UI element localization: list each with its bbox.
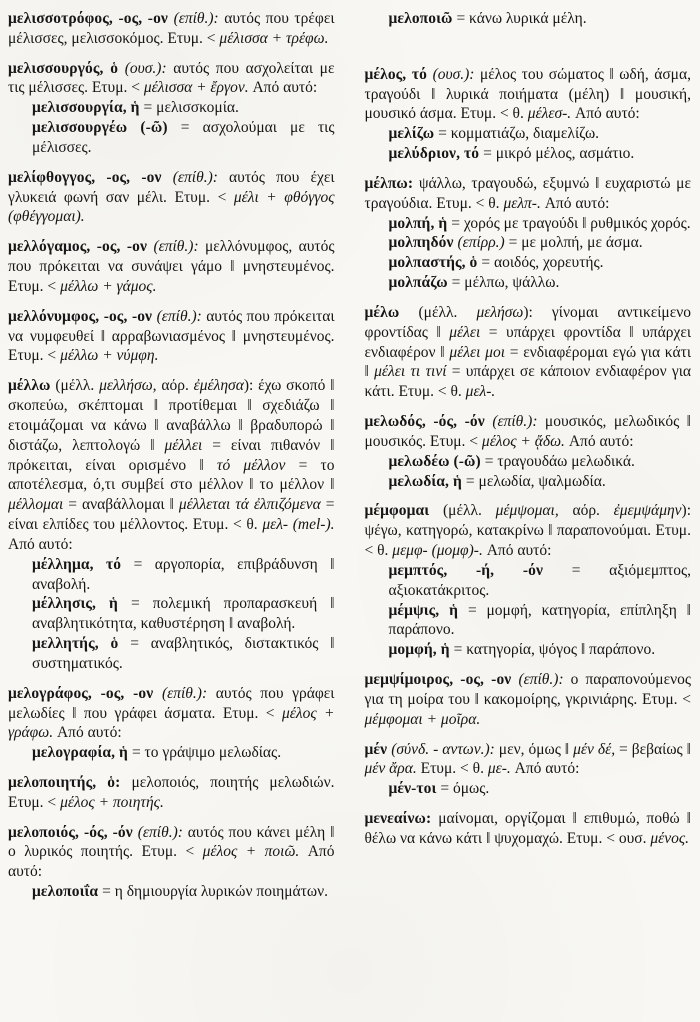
text-run: Από αυτό: <box>8 843 335 881</box>
entry-text <box>365 65 692 124</box>
italic-text-run: μέμφομαι + μοῖρα. <box>364 710 481 728</box>
italic-text-run: (επίθ.): <box>173 10 225 27</box>
text-run: = η δημιουργία λυρικών ποιημάτων. <box>102 883 328 901</box>
headword: μελίφθογγος, -ος, -ον <box>8 168 173 186</box>
derivative-line <box>389 253 692 273</box>
italic-text-run: μέλλομαι <box>8 496 69 514</box>
headword: μέλλω <box>8 377 56 395</box>
derivative-headword: μελισσουργία, ἡ <box>32 99 144 117</box>
derivative-line <box>389 214 692 234</box>
text-run: (μέλλ. <box>55 377 100 395</box>
dictionary-entry <box>8 823 335 902</box>
text-run: = κάνω λυρικά μέλη. <box>456 10 587 27</box>
text-run: ): έχω σκοπό ‖ σκοπεύω, σκέπτομαι ‖ προτίθεμαι ‖ σχεδιάζω ‖ ετοιμάζομαι να κάνω ‖ αναβάλλω ‖ βραδυπορώ ‖ διστάζω, λεπτολογώ ‖ <box>8 377 335 454</box>
text-run: Από αυτό: <box>252 79 318 97</box>
italic-text-run: μέλος + ποιητής. <box>60 793 164 811</box>
derivative-headword: μελύδριον, τό <box>388 145 484 163</box>
headword: μέν <box>364 740 392 758</box>
derivative-headword: μελισσουργέω (-ῶ) <box>32 119 181 137</box>
text-run: = είναι πιθανόν ‖ πρόκειται, είναι ορισμένο ‖ <box>8 436 335 474</box>
entry-text <box>8 773 335 813</box>
headword: μελλόνυμφος, -ος, -ον <box>8 307 157 325</box>
text-run: Από αυτό: <box>514 760 580 778</box>
headword: μελισσουργός, ὁ <box>8 59 125 77</box>
italic-text-run: ἐμεμψάμην <box>613 502 682 520</box>
text-run: αυτός που γράφει μελωδίες ‖ που γράφει άσματα. Ετυμ. < <box>8 684 335 722</box>
italic-text-run: μέλλεται τά ἐλπιζόμενα <box>178 496 326 514</box>
italic-text-run: (επίρρ.) <box>457 234 509 252</box>
text-run: αυτός που τρέφει μέλισσες, μελισσοκόμος. Ετυμ. < <box>8 10 335 47</box>
text-run: = κομματιάζω, διαμελίζω. <box>438 125 600 143</box>
text-run: = μομφή, κατηγορία, επίπληξη ‖ παράπονο. <box>388 601 691 639</box>
text-run: = ενδιαφέρομαι εγώ για κάτι ‖ <box>364 343 691 381</box>
italic-text-run: (επίθ.): <box>153 238 205 256</box>
dictionary-entry <box>365 809 692 849</box>
headword: μελισσοτρόφος, -ος, -ον <box>8 10 174 27</box>
italic-text-run: μέλεσ-. <box>527 105 575 123</box>
derivative-line <box>389 472 692 492</box>
italic-text-run: μέλος + ποιῶ. <box>202 843 308 861</box>
entry-text <box>8 684 335 743</box>
italic-text-run: (επίθ.): <box>172 168 230 186</box>
derivative-line <box>32 882 335 902</box>
text-run: Ετυμ. < θ. <box>420 760 488 778</box>
italic-text-run: (ουσ.): <box>432 65 480 83</box>
dictionary-entry <box>8 168 335 227</box>
derivative-headword: μέν-τοι <box>388 780 441 798</box>
text-run: Από αυτό: <box>575 105 640 123</box>
text-run: = χορός με τραγούδι ‖ ρυθμικός χορός. <box>451 214 691 232</box>
derivative-headword: μέλλησις, ἡ <box>32 595 131 613</box>
entry-text <box>365 303 692 402</box>
text-run: αυτός που ασχολείται με τις μέλισσες. Ετυμ. < <box>8 59 335 97</box>
text-run: = τραγουδάω μελωδικά. <box>484 452 635 470</box>
italic-text-run: (επίθ.): <box>492 413 545 431</box>
italic-text-run: μελπ-. <box>503 194 545 212</box>
italic-text-run: με-. <box>487 760 515 778</box>
headword: μεμψίμοιρος, -ος, -ον <box>364 671 519 689</box>
text-run: = βεβαίως ‖ <box>619 740 691 758</box>
text-run: = αναβάλλομαι ‖ <box>68 496 179 514</box>
italic-text-run: μελ-. <box>465 383 496 401</box>
italic-text-run: μέλι + φθόγγος (φθέγγομαι). <box>8 188 335 226</box>
derivative-line <box>32 743 335 763</box>
text-run: αυτός που πρόκειται να νυμφευθεί ‖ αρραβωνιασμένος ‖ μνηστευμένος. Ετυμ. < <box>8 307 335 365</box>
entry-text <box>8 168 335 227</box>
text-run: Από αυτό: <box>568 432 634 450</box>
italic-text-run: μέλισσα + τρέφω. <box>219 29 329 47</box>
text-run: μαίνομαι, οργίζομαι ‖ επιθυμώ, ποθώ ‖ θέλω να κάνω κάτι ‖ ψυχομαχώ. Ετυμ. < ουσ. <box>364 809 691 847</box>
text-run: = το αποτέλεσμα, ό,τι συμβεί στο μέλλον ‖ το μέλλον ‖ <box>8 456 335 494</box>
entry-text <box>365 501 692 560</box>
headword: μέλω <box>364 303 419 321</box>
text-run: = αργοπορία, επιβράδυνση ‖ αναβολή. <box>32 555 335 593</box>
entry-text <box>8 376 335 554</box>
italic-text-run: μέλει τι τινί <box>374 363 452 381</box>
text-run: μεν, όμως ‖ <box>498 740 574 758</box>
derivative-line <box>32 634 335 674</box>
italic-text-run: μέλει <box>449 323 489 341</box>
italic-text-run: μελήσω <box>476 303 524 321</box>
text-run: = υπάρχει σε κάποιον ενδιαφέρον για κάτι. Ετυμ. < θ. <box>364 363 691 401</box>
derivative-headword: μελογραφία, ἡ <box>32 744 132 762</box>
text-run: ): ψέγω, κατηγορώ, κατακρίνω ‖ παραπονούμαι. Ετυμ. < θ. <box>364 502 692 560</box>
derivative-headword: μελλητής, ὁ <box>32 635 131 653</box>
entry-text <box>8 307 335 366</box>
italic-text-run: ἐμέλησα <box>193 377 244 395</box>
italic-text-run: μέμψομαι, <box>495 502 573 520</box>
italic-text-run: μέλλει <box>164 436 213 454</box>
headword: μελωδός, -ός, -όν <box>364 413 493 431</box>
text-run: = αοιδός, χορευτής. <box>481 254 604 272</box>
derivative-headword: μελίζω <box>388 125 439 143</box>
derivative-line <box>389 561 692 601</box>
text-run: Από αυτό: <box>56 724 122 742</box>
headword: μελλόγαμος, -ος, -ον <box>8 238 154 256</box>
text-run: Από αυτό: <box>544 194 610 212</box>
text-run: μέλος του σώματος ‖ ωδή, άσμα, τραγούδι ‖ λυρικά ποιήματα (μέλη) ‖ μουσική, μουσικό άσμα. Ετυμ. < θ. <box>364 65 691 123</box>
entry-text <box>365 174 692 214</box>
text-run: μελλόνυμφος, αυτός που πρόκειται να συνάψει γάμο ‖ μνηστευμένος. Ετυμ. < <box>8 238 335 295</box>
text-run: αυτός που έχει γλυκειά φωνή σαν μέλι. Ετυμ. < <box>8 168 335 206</box>
headword: μέλπω: <box>364 174 419 192</box>
dictionary-entry <box>365 303 692 402</box>
entry-text <box>8 823 335 882</box>
italic-text-run: μέν ἄρα. <box>364 760 421 778</box>
derivative-headword: μολπαστής, ὁ <box>388 254 482 272</box>
entry-text <box>365 740 692 780</box>
derivative-headword: μελοποιΐα <box>32 883 103 901</box>
italic-text-run: μέλλω + νύμφη. <box>60 347 159 365</box>
text-run: μελοποιός, ποιητής μελωδιών. Ετυμ. < <box>8 773 335 811</box>
italic-text-run: (επίθ.): <box>156 307 207 325</box>
derivative-line <box>389 640 692 660</box>
dictionary-entry <box>8 307 335 366</box>
dictionary-entry <box>365 174 692 293</box>
dictionary-entry <box>8 237 335 296</box>
text-run: = ασχολούμαι με τις μέλισσες. <box>32 119 335 156</box>
entry-text <box>8 59 335 99</box>
dictionary-entry <box>8 376 335 673</box>
text-run: = μέλπω, ψάλλω. <box>451 274 560 292</box>
text-run: = μελισσκομία. <box>143 99 239 117</box>
italic-text-run: μέλος + γράφω. <box>8 704 335 742</box>
derivative-headword: μελοποιῶ <box>388 10 457 27</box>
derivative-line <box>32 594 335 634</box>
text-run: αόρ. <box>161 377 194 395</box>
dictionary-entry <box>365 65 692 164</box>
headword: μελοποιητής, ὁ: <box>8 773 132 791</box>
text-run: αόρ. <box>572 502 614 520</box>
italic-text-run: μελλήσω, <box>99 377 162 395</box>
italic-text-run: μέλισσα + ἔργον. <box>143 79 253 97</box>
headword: μέλος, τό <box>364 65 433 83</box>
dictionary-entry <box>8 59 335 158</box>
text-run: = με μολπή, με άσμα. <box>508 234 643 252</box>
derivative-headword: μελωδέω (-ῶ) <box>388 452 485 470</box>
text-run: ο παραπονούμενος για τη μοίρα του ‖ κακομοίρης, γκρινιάρης. Ετυμ. < <box>364 671 691 708</box>
derivative-headword: μελωδία, ἡ <box>388 472 466 490</box>
text-run: ψάλλω, τραγουδώ, εξυμνώ ‖ ευχαριστώ με τραγούδια. Ετυμ. < θ. <box>364 174 691 212</box>
italic-text-run: (επίθ.): <box>518 671 571 689</box>
italic-text-run: (σύνδ. - αντων.): <box>391 740 499 758</box>
italic-text-run: (επίθ.): <box>137 823 188 841</box>
text-run: = μελωδία, ψαλμωδία. <box>465 472 606 490</box>
italic-text-run: μέλλω + γάμος. <box>60 277 157 295</box>
italic-text-run: τό μέλλον <box>216 456 299 474</box>
derivative-line <box>389 452 692 472</box>
entry-text <box>365 809 692 849</box>
derivative-line <box>389 601 692 641</box>
italic-text-run: μεμφ- (μομφ)-. <box>392 542 487 560</box>
text-run: = υπάρχει φροντίδα ‖ υπάρχει ενδιαφέρον ‖ <box>364 323 691 361</box>
derivative-line <box>389 9 692 29</box>
derivative-headword: μολπηδόν <box>388 234 458 252</box>
dictionary-entry <box>365 9 692 29</box>
headword: μελογράφος, -ος, -ον <box>8 684 162 702</box>
italic-text-run: μέλει μοι <box>449 343 510 361</box>
text-run: = αξιόμεμπτος, αξιοκατάκριτος. <box>388 561 692 599</box>
italic-text-run: (ουσ.): <box>124 59 174 77</box>
text-run: (μέλλ. <box>442 502 496 520</box>
derivative-line <box>389 233 692 253</box>
italic-text-run: μέν δέ, <box>573 740 620 758</box>
dictionary-entry <box>365 670 692 729</box>
text-run: Από αυτό: <box>486 542 552 560</box>
column-right <box>365 9 692 1018</box>
text-run: ): γίνομαι αντικείμενο φροντίδας ‖ <box>364 303 692 341</box>
entry-text <box>365 412 692 452</box>
derivative-line <box>389 273 692 293</box>
derivative-line <box>32 98 335 118</box>
text-run: = κατηγορία, ψόγος ‖ παράπονο. <box>453 641 656 659</box>
derivative-headword: μομφή, ἡ <box>388 641 454 659</box>
derivative-line <box>32 555 335 595</box>
text-run: = το γράψιμο μελωδίας. <box>131 744 282 762</box>
dictionary-entry <box>365 412 692 491</box>
derivative-line <box>389 779 692 799</box>
headword: μελοποιός, -ός, -όν <box>8 823 138 841</box>
text-run: = πολεμική προπαρασκευή ‖ αναβλητικότητα, καθυστέρηση ‖ αναβολή. <box>32 595 335 633</box>
entry-text <box>8 237 335 296</box>
column-left <box>8 9 335 1018</box>
dictionary-entry <box>365 501 692 660</box>
derivative-headword: μολπή, ἡ <box>388 214 452 232</box>
text-run: Από αυτό: <box>8 535 73 553</box>
text-run: = αναβλητικός, διστακτικός ‖ συστηματικός. <box>32 635 335 672</box>
italic-text-run: μέλος + ᾄδω. <box>481 432 569 450</box>
derivative-headword: μολπάζω <box>388 274 452 292</box>
text-run: = μικρό μέλος, ασμάτιο. <box>483 145 635 163</box>
derivative-headword: μέμψις, ἡ <box>388 601 468 619</box>
derivative-line <box>389 144 692 164</box>
derivative-line <box>389 124 692 144</box>
italic-text-run: (επίθ.): <box>161 684 216 702</box>
derivative-headword: μέλλημα, τό <box>32 555 134 573</box>
text-run: = όμως. <box>440 780 490 798</box>
headword: μενεαίνω: <box>364 809 439 827</box>
dictionary-entry <box>365 740 692 799</box>
dictionary-entry <box>8 684 335 763</box>
dictionary-entry <box>8 773 335 813</box>
derivative-line <box>32 118 335 158</box>
headword: μέμφομαι <box>364 502 443 520</box>
text-run: = είναι ελπίδες του μέλλοντος. Ετυμ. < θ. <box>8 496 335 534</box>
dictionary-entry <box>8 9 335 49</box>
italic-text-run: μένος. <box>650 829 690 847</box>
text-run: αυτός που κάνει μέλη ‖ ο λυρικός ποιητής. Ετυμ. < <box>8 823 335 861</box>
text-run: μουσικός, μελωδικός ‖ μουσικός. Ετυμ. < <box>364 413 691 450</box>
italic-text-run: μελ- (mel-). <box>262 516 335 534</box>
text-run: (μέλλ. <box>418 303 477 321</box>
derivative-headword: μεμπτός, -ή, -όν <box>388 561 572 579</box>
entry-text <box>365 670 692 729</box>
entry-text <box>8 9 335 49</box>
